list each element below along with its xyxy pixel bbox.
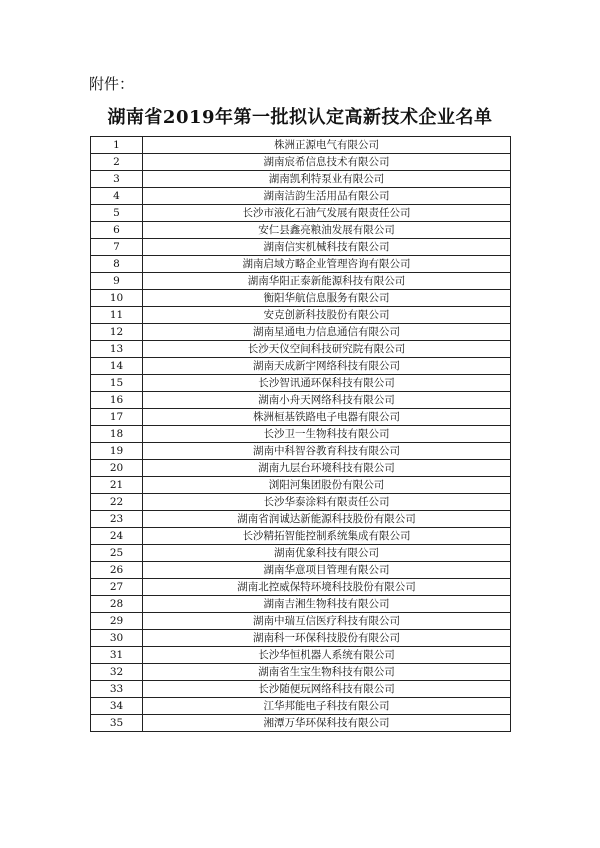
row-number: 10 [91,290,143,307]
table-row [91,460,511,477]
row-number: 32 [91,664,143,681]
row-number: 7 [91,239,143,256]
row-number: 30 [91,630,143,647]
row-number: 19 [91,443,143,460]
row-number: 18 [91,426,143,443]
table-row [91,613,511,630]
company-name: 株洲桓基铁路电子电器有限公司 [143,409,511,426]
company-name: 长沙智讯通环保科技有限公司 [143,375,511,392]
row-number: 5 [91,205,143,222]
company-name: 长沙随便玩网络科技有限公司 [143,681,511,698]
table-row [91,256,511,273]
table-row [91,307,511,324]
company-name: 湖南科一环保科技股份有限公司 [143,630,511,647]
table-row [91,664,511,681]
table-row [91,409,511,426]
company-name: 湖南华意项目管理有限公司 [143,562,511,579]
row-number: 2 [91,154,143,171]
company-name: 湖南星通电力信息通信有限公司 [143,324,511,341]
row-number: 17 [91,409,143,426]
row-number: 33 [91,681,143,698]
row-number: 8 [91,256,143,273]
table-row [91,715,511,732]
row-number: 11 [91,307,143,324]
table-row [91,205,511,222]
company-name: 安仁县鑫亮粮油发展有限公司 [143,222,511,239]
table-row [91,545,511,562]
row-number: 24 [91,528,143,545]
row-number: 6 [91,222,143,239]
row-number: 15 [91,375,143,392]
table-row [91,630,511,647]
row-number: 34 [91,698,143,715]
row-number: 26 [91,562,143,579]
company-name: 长沙卫一生物科技有限公司 [143,426,511,443]
table-row [91,443,511,460]
table-row [91,477,511,494]
table-row [91,137,511,154]
row-number: 31 [91,647,143,664]
row-number: 12 [91,324,143,341]
table-row [91,596,511,613]
table-row [91,188,511,205]
company-name: 湖南中瑞互信医疗科技有限公司 [143,613,511,630]
row-number: 16 [91,392,143,409]
company-name: 株洲正源电气有限公司 [143,137,511,154]
company-list-body [91,137,511,732]
company-name: 长沙华恒机器人系统有限公司 [143,647,511,664]
row-number: 35 [91,715,143,732]
company-name: 湖南天成新宇网络科技有限公司 [143,358,511,375]
company-name: 江华邦能电子科技有限公司 [143,698,511,715]
company-name: 湖南凯利特泵业有限公司 [143,171,511,188]
row-number: 23 [91,511,143,528]
row-number: 1 [91,137,143,154]
table-row [91,647,511,664]
company-name: 湘潭万华环保科技有限公司 [143,715,511,732]
table-row [91,239,511,256]
company-name: 湖南洁韵生活用品有限公司 [143,188,511,205]
company-name: 湖南小舟天网络科技有限公司 [143,392,511,409]
table-row [91,528,511,545]
company-name: 湖南华阳正泰新能源科技有限公司 [143,273,511,290]
table-row [91,511,511,528]
company-name: 浏阳河集团股份有限公司 [143,477,511,494]
row-number: 14 [91,358,143,375]
table-row [91,273,511,290]
company-name: 湖南省生宝生物科技有限公司 [143,664,511,681]
document-title: 湖南省2019年第一批拟认定高新技术企业名单 [107,107,493,128]
table-row [91,426,511,443]
row-number: 25 [91,545,143,562]
row-number: 3 [91,171,143,188]
row-number: 22 [91,494,143,511]
table-row [91,579,511,596]
table-row [91,562,511,579]
company-name: 湖南启域方略企业管理咨询有限公司 [143,256,511,273]
row-number: 21 [91,477,143,494]
table-row [91,324,511,341]
company-name: 湖南优象科技有限公司 [143,545,511,562]
company-name: 湖南吉湘生物科技有限公司 [143,596,511,613]
company-name: 湖南宸希信息技术有限公司 [143,154,511,171]
table-row [91,341,511,358]
row-number: 29 [91,613,143,630]
row-number: 20 [91,460,143,477]
company-name: 湖南中科智谷教育科技有限公司 [143,443,511,460]
table-row [91,171,511,188]
row-number: 13 [91,341,143,358]
company-name: 长沙华泰涂料有限责任公司 [143,494,511,511]
table-row [91,222,511,239]
table-row [91,375,511,392]
table-row [91,698,511,715]
company-name: 衡阳华航信息服务有限公司 [143,290,511,307]
company-name: 湖南省润诚达新能源科技股份有限公司 [143,511,511,528]
row-number: 9 [91,273,143,290]
company-name: 安克创新科技股份有限公司 [143,307,511,324]
company-name: 湖南九层台环境科技有限公司 [143,460,511,477]
company-list-table [90,136,511,732]
attachment-label: 附件： [89,75,135,93]
table-row [91,154,511,171]
company-name: 长沙精拓智能控制系统集成有限公司 [143,528,511,545]
company-name: 长沙天仪空间科技研究院有限公司 [143,341,511,358]
table-row [91,290,511,307]
table-row [91,358,511,375]
table-row [91,494,511,511]
company-name: 湖南北控威保特环境科技股份有限公司 [143,579,511,596]
row-number: 27 [91,579,143,596]
company-name: 湖南信实机械科技有限公司 [143,239,511,256]
table-row [91,392,511,409]
row-number: 28 [91,596,143,613]
company-name: 长沙市液化石油气发展有限责任公司 [143,205,511,222]
row-number: 4 [91,188,143,205]
table-row [91,681,511,698]
